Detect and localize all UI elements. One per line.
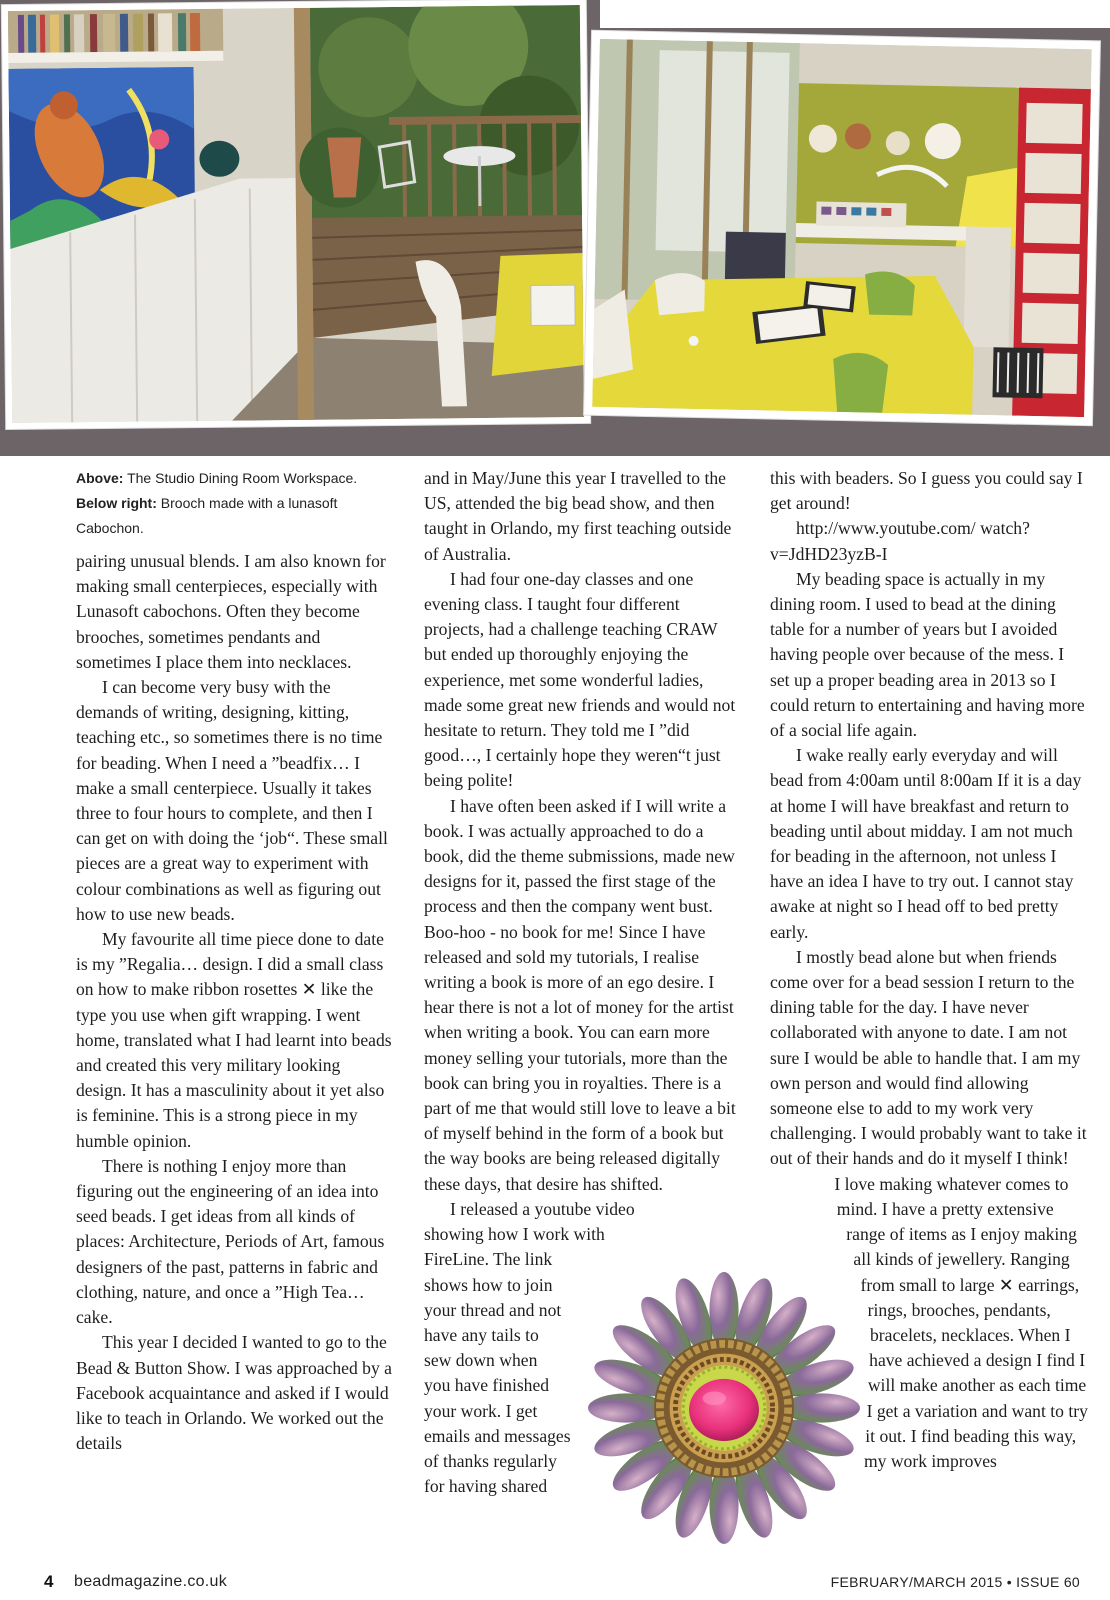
paragraph: I have often been asked if I will write a book. I was actually approached to do a book, did the theme submissions, made new designs for it, passed the first stage of the process and then the company went bust. Boo-hoo - no book for me! Since I have released and sold my tutorials, I realise writing a book is more of an ego desire. I hear there is not a lot of money for the artist when writing a book. You can earn more money selling your tutorials, more than the book can bring you in royalties. There is a part of me that would still love to leave a bit of myself behind in the form of a book but the way books are being released digitally these days, that desire has shifted. [424,795,736,1194]
caption-below-text: Brooch made with a lunasoft Cabochon. [76,495,338,536]
paragraph: I can become very busy with the demands of writing, designing, kitting, teaching etc., so sometimes there is no time for beading. When I need a ”beadfix… I make a small centerpiece. Usually it takes three to four hours to complete, and then I can get on with doing the ‘job“. These small pieces are a great way to experiment with colour combinations as well as figuring out how to use new beads. [76,677,388,924]
paragraph: This year I decided I wanted to go to the Bead & Button Show. I was approached by a Facebook acquaintance and asked if I would like to teach in Orlando. We worked out the details [76,1332,392,1454]
paragraph: I released a youtube video showing how I work with FireLine. The link shows how to join your thread and not have any tails to sew down when you have finished your work. I get emails and messages of thanks regularly for having shared [424,1198,635,1497]
studio-balcony-photo [2,0,590,429]
paragraph: I love making whatever comes to mind. I have a pretty extensive range of items as I enjoy making all kinds of jewellery. Ranging from small to large ✕ earrings, rings, brooches, pendants, bracelets, necklaces. When I have achieved a design I find I will make another as each time I get a variation and want to try it out. I find beading this way, my work improves [834,1173,1088,1471]
paragraph: My beading space is actually in my dining room. I used to bead at the dining table for a number of years but I avoided having people over because of the mess. I set up a proper beading area in 2013 so I could return to entertaining and having more of a social life again. [770,568,1085,741]
text-column-1 [76,466,394,1456]
youtube-link[interactable]: http://www.youtube.com/ watch?v=JdHD23yzB-I [770,518,1030,564]
paragraph: and in May/June this year I travelled to the US, attended the big bead show, and then taught in Orlando, my first teaching outside of Australia. [424,468,732,564]
studio-balcony-image [8,5,584,423]
brooch-photo [568,1272,880,1544]
page-footer [0,1572,1110,1596]
magazine-website[interactable]: beadmagazine.co.uk [74,1573,228,1590]
dining-room-workspace-image [592,39,1092,417]
dining-room-workspace-photo [584,31,1100,426]
paragraph: I wake really early everyday and will bead from 4:00am until 8:00am If it is a day at home I will have breakfast and return to beading until about midday. I am not much for beading in the afternoon, not unless I have an idea I have to try out. I cannot stay awake at night so I head off to bed pretty early. [770,745,1082,942]
page-number: 4 [44,1572,54,1591]
paragraph: pairing unusual blends. I am also known for making small centerpieces, especially with Lunasoft cabochons. Often they become brooches, sometimes pendants and sometimes I place them into necklaces. [76,551,386,672]
lunasoft-brooch-image [568,1272,880,1544]
paragraph: I mostly bead alone but when friends come over for a bead session I return to the dining table for the day. I have never collaborated with anyone to date. I am not sure I would be able to handle that. I am my own person and would find allowing someone else to add to my work very challenging. I would probably want to take it out of their hands and do it myself I think! [770,946,1087,1169]
paragraph: I had four one-day classes and one evening class. I taught four different projects, had a challenge teaching CRAW but ended up thoroughly enjoying the experience, met some wonderful ladies, made some great new friends and would not hesitate to return. They told me I ”did good…, I certainly hope they weren“t just being polite! [424,568,736,791]
caption-above-label: Above: [76,470,124,486]
paragraph: My favourite all time piece done to date is my ”Regalia… design. I did a small class on how to make ribbon rosettes ✕ like the type you use when gift wrapping. I went home, translated what I had learnt into beads and created this very military looking design. It has a masculinity about it yet also is feminine. This is a strong piece in my humble opinion. [76,929,392,1151]
paragraph: this with beaders. So I guess you could say I get around! [770,468,1083,514]
photo-band-white-corner [600,0,1110,28]
photo-caption [76,466,394,541]
photo-band [0,0,1110,456]
issue-info: FEBRUARY/MARCH 2015 • ISSUE 60 [830,1574,1080,1590]
caption-below-label: Below right: [76,495,157,511]
paragraph: There is nothing I enjoy more than figuring out the engineering of an idea into seed beads. I get ideas from all kinds of places: Architecture, Periods of Art, famous designers of the past, patterns in fabric and clothing, nature, and once a ”High Tea… cake. [76,1155,385,1328]
caption-above-text: The Studio Dining Room Workspace. [127,470,358,486]
